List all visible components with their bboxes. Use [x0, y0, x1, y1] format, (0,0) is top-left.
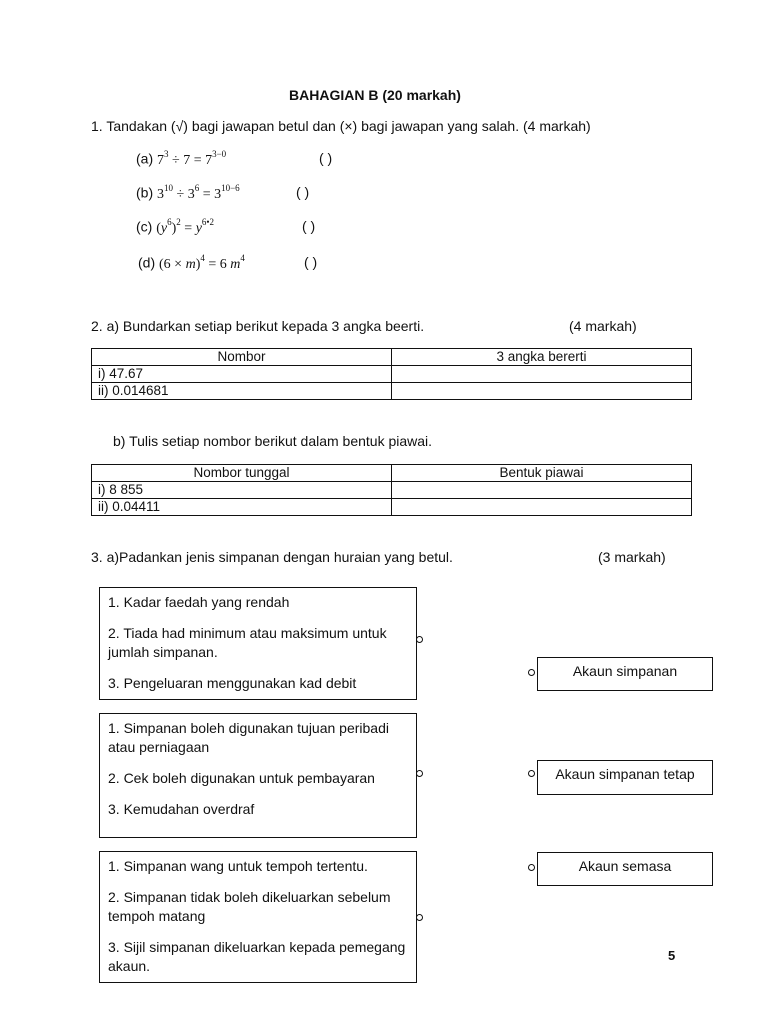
q2a-header-nombor: Nombor [92, 349, 392, 366]
account-box-simpanan-tetap: Akaun simpanan tetap [537, 760, 713, 795]
table-row [92, 366, 692, 383]
q2a-header-answer: 3 angka bererti [392, 349, 692, 366]
q3-marks: (3 markah) [598, 549, 666, 565]
q1-item-d-label: (d) [138, 254, 156, 271]
description-1-point-1: 1. Kadar faedah yang rendah [108, 594, 290, 610]
q1-item-c [136, 218, 214, 237]
q2b-header-answer: Bentuk piawai [392, 465, 692, 482]
q2b-instruction: b) Tulis setiap nombor berikut dalam bentuk piawai. [113, 433, 433, 449]
match-dot-left-1[interactable] [416, 636, 423, 643]
q1-item-a-answer-blank[interactable]: ( ) [319, 150, 333, 166]
q1-item-c-label: (c) [136, 218, 153, 235]
q1-item-a-label: (a) [136, 150, 154, 167]
q2b-row-1-answer[interactable] [392, 482, 692, 499]
q1-item-d [138, 254, 245, 273]
description-2-point-1: 1. Simpanan boleh digunakan tujuan peribadi atau perniagaan [108, 720, 389, 755]
description-1-point-2: 2. Tiada had minimum atau maksimum untuk jumlah simpanan. [108, 625, 387, 660]
match-dot-right-3[interactable] [528, 864, 535, 871]
description-1-point-3: 3. Pengeluaran menggunakan kad debit [108, 675, 357, 691]
q2b-row-1-number: i) 8 855 [92, 482, 392, 499]
q2a-row-2-number: ii) 0.014681 [92, 383, 392, 400]
section-title: BAHAGIAN B (20 markah) [289, 87, 461, 103]
q2a-instruction: 2. a) Bundarkan setiap berikut kepada 3 angka beerti. [91, 318, 425, 334]
q2b-header-nombor: Nombor tunggal [92, 465, 392, 482]
match-dot-left-3[interactable] [416, 914, 423, 921]
match-dot-right-2[interactable] [528, 770, 535, 777]
q1-item-b-equation: $3^{10} \div 3^6 = 3^{10-6}$ [157, 183, 240, 202]
description-2-point-2: 2. Cek boleh digunakan untuk pembayaran [108, 770, 375, 786]
table-header-row [92, 465, 692, 482]
match-dot-left-2[interactable] [416, 770, 423, 777]
description-3-point-2: 2. Simpanan tidak boleh dikeluarkan sebelum tempoh matang [108, 889, 391, 924]
q1-item-d-answer-blank[interactable]: ( ) [304, 254, 318, 270]
q1-instruction: 1. Tandakan (√) bagi jawapan betul dan (×) bagi jawapan yang salah. (4 markah) [91, 118, 591, 134]
table-row [92, 383, 692, 400]
q1-item-c-answer-blank[interactable]: ( ) [302, 218, 316, 234]
table-header-row [92, 349, 692, 366]
q2a-row-1-answer[interactable] [392, 366, 692, 383]
q1-item-b-label: (b) [136, 184, 154, 201]
q2a-row-2-answer[interactable] [392, 383, 692, 400]
description-3-point-1: 1. Simpanan wang untuk tempoh tertentu. [108, 858, 368, 874]
q1-item-a [136, 150, 226, 169]
q1-item-a-equation: $7^3 \div 7 = 7^{3-0}$ [157, 149, 227, 168]
account-box-simpanan: Akaun simpanan [537, 657, 713, 691]
page-number: 5 [668, 948, 676, 963]
q2b-row-2-answer[interactable] [392, 499, 692, 516]
description-box-2 [99, 713, 417, 838]
q2b-row-2-number: ii) 0.04411 [92, 499, 392, 516]
q1-item-c-equation: $(y^6)^2 = y^{6•2}$ [156, 217, 215, 236]
description-box-1 [99, 587, 417, 700]
q3-instruction: 3. a)Padankan jenis simpanan dengan huraian yang betul. [91, 549, 453, 565]
q2a-marks: (4 markah) [569, 318, 637, 334]
account-box-semasa: Akaun semasa [537, 852, 713, 886]
q2b-table [91, 464, 692, 516]
q2a-table [91, 348, 692, 400]
description-2-point-3: 3. Kemudahan overdraf [108, 801, 255, 817]
q1-item-b [136, 184, 240, 203]
q1-item-d-equation: $(6 \times m)^4 = 6$ $m^4$ [159, 253, 245, 272]
description-box-3 [99, 851, 417, 983]
q2a-row-1-number: i) 47.67 [92, 366, 392, 383]
table-row [92, 482, 692, 499]
description-3-point-3: 3. Sijil simpanan dikeluarkan kepada pemegang akaun. [108, 939, 406, 974]
table-row [92, 499, 692, 516]
q1-item-b-answer-blank[interactable]: ( ) [296, 184, 310, 200]
match-dot-right-1[interactable] [528, 669, 535, 676]
